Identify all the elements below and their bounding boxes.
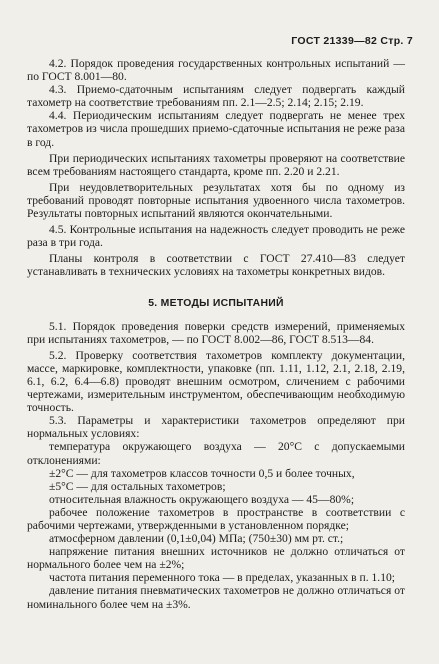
paragraph-repeat-tests: При неудовлетворительных результатах хотя бы по одному из требований проводят повторные испытания удвоенного числа тахометров. Результаты повторных испытаний являются окончательными. bbox=[27, 180, 405, 221]
condition-humidity: относительная влажность окружающего воздуха — 45—80%; bbox=[49, 492, 355, 506]
condition-pneumatic-pressure: давление питания пневматических тахометров не должно отличаться от номинального более чем на ±3%. bbox=[27, 584, 405, 611]
paragraph-periodic-tests: При периодических испытаниях тахометры проверяют на соответствие всем требованиям настоящего стандарта, кроме пп. 2.20 и 2.21. bbox=[27, 151, 405, 178]
condition-voltage: напряжение питания внешних источников не должно отличаться от нормального более чем на ±2%; bbox=[27, 545, 405, 572]
paragraph-4-4: 4.4. Периодическим испытаниям следует подвергать не менее трех тахометров из числа прошедших приемо-сдаточные испытания не реже раза в год. bbox=[27, 109, 405, 149]
paragraph-5-3: 5.3. Параметры и характеристики тахометров определяют при нормальных условиях: bbox=[27, 414, 405, 441]
condition-temperature-other: ±5°С — для остальных тахометров; bbox=[49, 479, 226, 493]
document-body bbox=[27, 57, 405, 611]
paragraph-4-5: 4.5. Контрольные испытания на надежность следует проводить не реже раза в три года. bbox=[27, 223, 405, 250]
paragraph-4-3: 4.3. Приемо-сдаточным испытаниям следует подвергать каждый тахометр на соответствие требованиям пп. 2.1—2.5; 2.14; 2.15; 2.19. bbox=[27, 83, 405, 110]
condition-frequency: частота питания переменного тока — в пределах, указанных в п. 1.10; bbox=[49, 571, 396, 585]
paragraph-5-2: 5.2. Проверку соответствия тахометров комплекту документации, массе, маркировке, комплектности, упаковке (пп. 1.11, 1.12, 2.1, 2.18, 2.19, 6.1, 6.2, 6.4—6.8) проводят внешним осмотром, сличением с рабочими чертежами, измерительным инструментом, обеспечивающим необходимую точность. bbox=[27, 348, 405, 415]
condition-temperature: температура окружающего воздуха — 20°С с допускаемыми отклонениями: bbox=[27, 440, 405, 467]
condition-position: рабочее положение тахометров в пространстве в соответствии с рабочими чертежами, утвержденными в установленном порядке; bbox=[27, 505, 405, 532]
paragraph-4-2: 4.2. Порядок проведения государственных контрольных испытаний — по ГОСТ 8.001—80. bbox=[27, 57, 405, 84]
condition-pressure: атмосферном давлении (0,1±0,04) МПа; (750±30) мм рт. ст.; bbox=[49, 532, 344, 546]
paragraph-5-1: 5.1. Порядок проведения поверки средств измерений, применяемых при испытаниях тахометров, — по ГОСТ 8.002—86, ГОСТ 8.513—84. bbox=[27, 319, 405, 346]
page-header: ГОСТ 21339—82 Стр. 7 bbox=[291, 35, 413, 47]
condition-temperature-precise: ±2°С — для тахометров классов точности 0,5 и более точных, bbox=[49, 466, 355, 480]
section-title: 5. МЕТОДЫ ИСПЫТАНИЙ bbox=[148, 297, 284, 309]
paragraph-control-plans: Планы контроля в соответствии с ГОСТ 27.410—83 следует устанавливать в технических условиях на тахометры конкретных видов. bbox=[27, 252, 405, 279]
